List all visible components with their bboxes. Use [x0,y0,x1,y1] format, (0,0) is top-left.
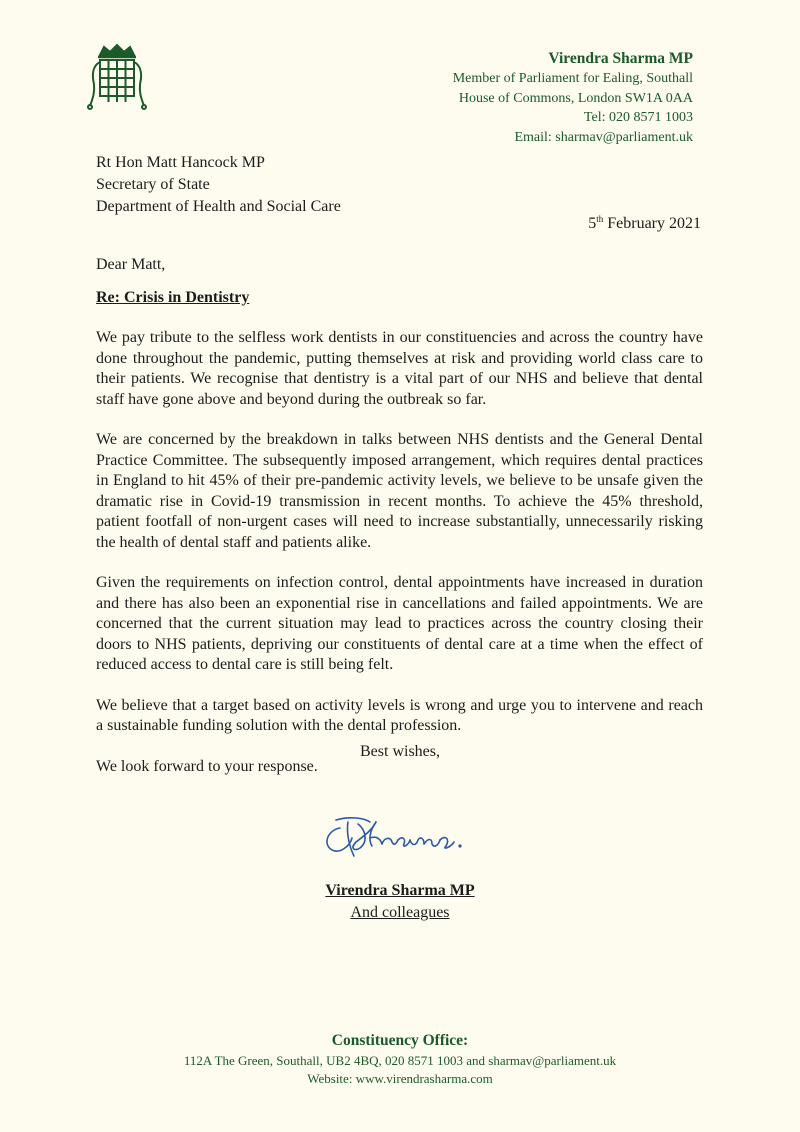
letter-body [96,328,703,797]
date-rest: February 2021 [603,215,701,232]
closing: Best wishes, [360,743,440,760]
mp-constituency: Member of Parliament for Ealing, Southall [452,71,693,86]
mp-name: Virendra Sharma MP [548,50,693,67]
mp-phone: Tel: 020 8571 1003 [583,110,693,125]
footer-title: Constituency Office: [331,1032,469,1049]
date-day: 5 [588,215,597,232]
signer-name: Virendra Sharma MP [325,882,475,899]
portcullis-logo [86,42,148,112]
body-paragraph: We believe that a target based on activity levels is wrong and urge you to intervene and reach a sustainable funding solution with the dental profession. [96,696,703,734]
body-paragraph: Given the requirements on infection control, dental appointments have increased in duration and there has also been an exponential rise in cancellations and failed appointments. We are concerned that the current situation may lead to practices across the country closing their doors to NHS patients, depriving our constituents of dental care at a time when the effect of reduced access to dental care is still being felt. [96,574,703,673]
recipient-department: Department of Health and Social Care [96,198,341,215]
body-paragraph: We pay tribute to the selfless work dentists in our constituencies and across the country have done throughout the pandemic, putting themselves at risk and providing world class care to their patients. We recognise that dentistry is a vital part of our NHS and believe that dental staff have gone above and beyond during the outbreak so far. [96,329,703,408]
mp-header [453,48,693,147]
recipient-block [96,152,341,218]
recipient-title: Secretary of State [96,176,210,193]
date-suffix: th [596,214,604,224]
recipient-name: Rt Hon Matt Hancock MP [96,154,265,171]
letter-date [588,214,701,233]
footer-website: Website: www.virendrasharma.com [307,1071,493,1086]
mp-address: House of Commons, London SW1A 0AA [458,90,693,106]
signature [310,800,500,870]
footer-address: 112A The Green, Southall, UB2 4BQ, 020 8571 1003 and sharmav@parliament.uk [183,1053,617,1068]
footer [0,1030,800,1088]
salutation: Dear Matt, [96,256,166,273]
signer-subtitle: And colleagues [350,904,450,921]
mp-email: Email: sharmav@parliament.uk [514,129,693,145]
body-paragraph: We look forward to your response. [96,757,318,775]
signer-block [0,880,800,924]
body-paragraph: We are concerned by the breakdown in talks between NHS dentists and the General Dental Practice Committee. The subsequently imposed arrangement, which requires dental practices in England to hit 45% of their pre-pandemic activity levels, we believe to be unsafe given the dramatic rise in Covid-19 transmission in recent months. To achieve the 45% threshold, patient footfall of non-urgent cases will need to increase substantially, unnecessarily risking the health of dental staff and patients alike. [96,431,703,551]
subject-line: Re: Crisis in Dentistry [96,289,250,306]
